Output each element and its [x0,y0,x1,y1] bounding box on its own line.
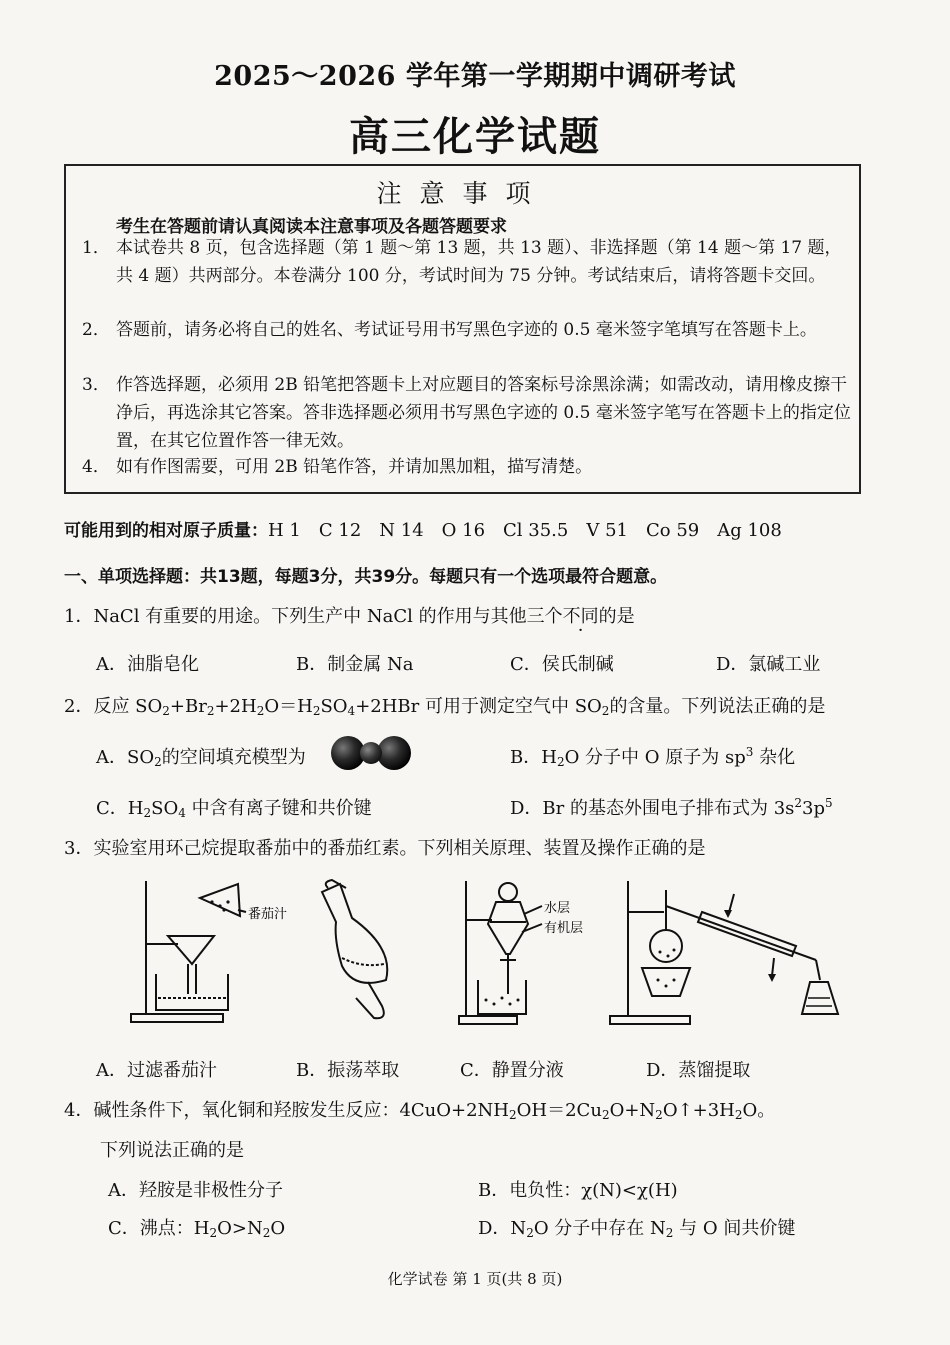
exam-title: 2025～2026 学年第一学期期中调研考试 [214,61,736,92]
q4-sub: 2 [655,1108,663,1122]
question-4-stem [64,1096,775,1122]
q4d-part: D．N [478,1218,527,1239]
lower-hand [356,982,384,1018]
pouring-beaker [200,884,240,916]
heating-mantle [642,968,690,996]
q2-sub: 2 [206,704,215,718]
receiving-liquid [806,998,832,1006]
q2d-part: D．Br 的基态外围电子排布式为 3s [510,798,795,819]
q2-option-c [96,794,372,820]
q4-stem-part: 4．碱性条件下，氧化铜和羟胺发生反应：4CuO+2NH [64,1100,510,1121]
q2c-part: C．H [96,798,144,819]
q2a-part: 的空间填充模型为 [161,747,306,768]
q4-stem-line2: 下列说法正确的是 [100,1140,244,1161]
question-2-stem [64,692,825,718]
q1-stem-part: 1．NaCl 有重要的用途。下列生产中 NaCl 的作用与其他三个 [64,606,563,627]
q2-option-d [510,794,833,820]
q4-option-c [108,1214,285,1240]
q4-option-a: A．羟胺是非极性分子 [108,1180,283,1201]
sulfur-atom [360,742,382,764]
q4d-sub: 2 [526,1226,534,1240]
q1-option-b: B．制金属 Na [296,654,414,675]
q3-option-a: A．过滤番茄汁 [96,1060,217,1081]
q2d-part: 3p [802,798,826,819]
q2-stem-part: 2．反应 SO [64,696,163,717]
oxygen-atom [331,736,365,770]
q4-option-b: B．电负性：χ(N)<χ(H) [478,1180,678,1201]
q2b-sub: 2 [556,755,565,769]
q4-stem-part: O。 [742,1100,776,1121]
q2b-sup: 3 [745,745,754,759]
q4d-part: O 分子中存在 N [533,1218,666,1239]
q2-stem-part: +Br [169,696,207,717]
organic-layer-label: 有机层 [544,921,584,936]
stand-base [610,1016,690,1024]
question-1-stem [64,602,635,628]
q4-sub: 2 [734,1108,743,1122]
q4d-sub: 2 [665,1226,674,1240]
q2-option-a [96,743,306,769]
q2d-sup: 2 [794,796,803,810]
filtration-apparatus [128,876,318,1026]
q1-emphasis: 不同 [562,606,599,627]
q2d-sup: 5 [825,796,833,810]
notice-item-4 [82,453,852,481]
atomic-masses-label: 可能用到的相对原子质量： [64,521,268,541]
q4-sub: 2 [509,1108,517,1122]
q4c-sub: 2 [262,1226,271,1240]
q4-stem-part: O+N [609,1100,656,1121]
adapter [816,960,820,980]
notice-item-2 [82,316,852,344]
q2b-part: 杂化 [753,747,796,768]
q2-sub: 2 [162,704,170,718]
question-3-stem: 3．实验室用环己烷提取番茄中的番茄红素。下列相关原理、装置及操作正确的是 [64,838,706,859]
notice-item-number: 1． [82,238,110,258]
q4c-sub: 2 [209,1226,218,1240]
q2c-sub: 4 [178,806,186,820]
q2c-sub: 2 [143,806,152,820]
q4d-part: 与 O 间共价键 [673,1218,796,1239]
q4c-part: O>N [217,1218,263,1239]
q2-sub: 2 [601,704,610,718]
q2-sub: 2 [312,704,321,718]
juice-label: 番茄汁 [248,907,288,922]
q2-stem-part: +2H [214,696,257,717]
main-title: 高三化学试题 [349,113,601,160]
q1-option-d: D．氯碱工业 [716,654,821,675]
distillation-flask [650,930,682,962]
q2-sub: 2 [256,704,265,718]
q3-option-d: D．蒸馏提取 [646,1060,751,1081]
arrow-head [768,974,776,982]
q2c-part: SO [151,798,179,819]
q4-option-d [478,1214,795,1240]
notice-box [64,164,861,494]
notice-item-1 [82,234,852,290]
notice-item-number: 3． [82,375,110,395]
oxygen-atom [377,736,411,770]
separatory-funnel [322,884,387,983]
atomic-masses-values: H 1 C 12 N 14 O 16 Cl 35.5 V 51 Co 59 Ag 108 [268,520,782,541]
separation-apparatus [456,876,596,1028]
q2-stem-part: O＝H [264,696,313,717]
q4-sub: 2 [601,1108,610,1122]
page-footer: 化学试卷 第 1 页(共 8 页) [387,1270,563,1288]
atomic-masses [64,516,782,542]
section-title: 一、单项选择题：共13题，每题3分，共39分。每题只有一个选项最符合题意。 [64,567,668,587]
notice-item-text: 作答选择题，必须用 2B 铅笔把答题卡上对应题目的答案标号涂黑涂满；如需改动，请用橡皮擦干净后，再选涂其它答案。答非选择题必须用书写黑色字迹的 0.5 毫米签字笔写在答题卡上的指定位置，在其它位置作答一律无效。 [116,375,851,451]
q4-stem-part: OH＝2Cu [516,1100,602,1121]
water-layer-label: 水层 [544,901,571,916]
q2c-part: 中含有离子键和共价键 [185,798,372,819]
notice-heading: 注意事项 [376,179,549,208]
q2-option-b [510,743,795,769]
condenser-jacket [698,912,796,956]
distillation-apparatus [606,876,846,1028]
q4c-part: O [270,1218,286,1239]
water-out-arrow [772,958,774,976]
notice-item-number: 4． [82,457,110,477]
shaking-extraction-apparatus [312,878,422,1028]
q2a-part: A．SO [96,747,155,768]
q2-stem-part: SO [320,696,348,717]
funnel-stopper [499,883,517,901]
notice-item-text: 本试卷共 8 页，包含选择题（第 1 题～第 13 题，共 13 题）、非选择题（第 14 题～第 17 题，共 4 题）共两部分。本卷满分 100 分，考试时间为 75 分钟。考试结束后，请将答题卡交回。 [116,238,842,286]
notice-item-3 [82,371,852,455]
water-layer-leader [524,906,542,914]
so2-space-filling-model [330,734,412,772]
q2b-part: B．H [510,747,557,768]
q2-stem-part: +2HBr 可用于测定空气中 SO [355,696,602,717]
q3-option-c: C．静置分液 [460,1060,564,1081]
q1-option-a: A．油脂皂化 [96,654,199,675]
q2-sub: 4 [347,704,356,718]
stand-base [459,1016,517,1024]
beaker [156,974,228,1010]
stand-base [131,1014,223,1022]
q3-option-b: B．振荡萃取 [296,1060,400,1081]
q1-stem-part: 的是 [598,606,635,627]
notice-item-number: 2． [82,320,110,340]
q2-stem-part: 的含量。下列说法正确的是 [609,696,826,717]
notice-intro: 考生在答题前请认真阅读本注意事项及各题答题要求 [116,217,507,237]
q4c-part: C．沸点：H [108,1218,210,1239]
arrow-head [724,910,732,918]
funnel-stem [188,964,196,994]
notice-item-text: 答题前，请务必将自己的姓名、考试证号用书写黑色字迹的 0.5 毫米签字笔填写在答题卡上。 [116,320,817,340]
q2a-sub: 2 [154,755,162,769]
funnel-liquid [342,958,384,965]
separatory-funnel [488,902,528,954]
q1-option-c: C．侯氏制碱 [510,654,614,675]
q2b-part: O 分子中 O 原子为 sp [564,747,746,768]
filter-funnel [168,936,214,964]
notice-item-text: 如有作图需要，可用 2B 铅笔作答，并请加黑加粗，描写清楚。 [116,457,593,477]
q4-stem-part: O↑+3H [662,1100,735,1121]
